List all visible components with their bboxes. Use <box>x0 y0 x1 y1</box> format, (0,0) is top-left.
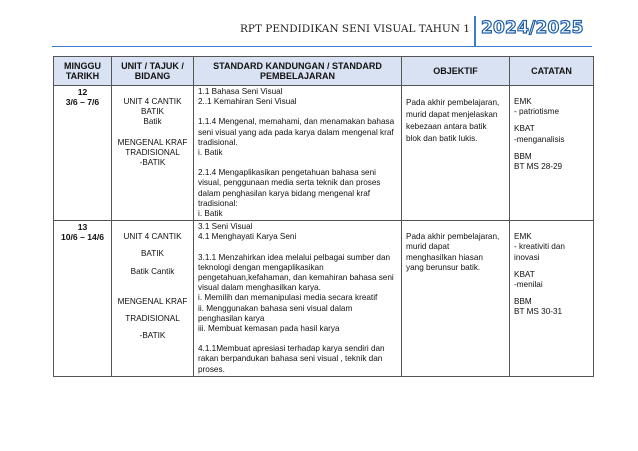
notes-cell <box>510 86 594 221</box>
unit-line: TRADISIONAL <box>125 314 180 324</box>
standard-line: proses. <box>198 364 225 374</box>
unit-line: MENGENAL KRAF <box>117 296 188 306</box>
objective-line: blok dan batik lukis. <box>406 134 478 143</box>
table-header-row <box>54 57 594 86</box>
objective-line: menghasilkan hiasan <box>406 252 483 262</box>
standard-line: teknologi dengan mengaplikasikan <box>198 262 324 272</box>
objective-line: Pada akhir pembelajaran, <box>406 232 500 242</box>
unit-line: UNIT 4 CANTIK <box>123 232 182 242</box>
header-text: STANDARD KANDUNGAN / STANDARD <box>213 61 382 71</box>
header-text: UNIT / TAJUK / <box>121 61 184 71</box>
standard-line: 2.1.4 Mengaplikasikan pengetahuan bahasa seni <box>198 168 376 178</box>
note-line: KBAT <box>514 269 535 279</box>
note-line: - kreativiti dan <box>514 242 565 252</box>
col-header-standard <box>194 57 402 86</box>
standard-line: ii. Menggunakan bahasa seni visual dalam <box>198 303 353 313</box>
lesson-plan-table <box>53 56 594 377</box>
objective-line: murid dapat menjelaskan <box>406 110 498 119</box>
unit-line: -BATIK <box>139 158 166 168</box>
note-line: BT MS 28-29 <box>514 162 563 172</box>
week-cell <box>54 221 112 377</box>
standard-line: 4.1.1Membuat apresiasi terhadap karya sendiri dan <box>198 344 385 354</box>
header-divider <box>474 16 476 46</box>
note-line: KBAT <box>514 124 535 134</box>
col-header-unit <box>112 57 194 86</box>
standard-line: pengetahuan,kefahaman, dan kemahiran bahasa seni <box>198 273 394 283</box>
standard-line: dalam penghasilan karya bidang mengenal kraf <box>198 188 371 198</box>
standard-line: 4.1 Menghayati Karya Seni <box>198 232 297 242</box>
standard-line: rakan berpandukan bahasa seni visual , teknik dan <box>198 354 383 364</box>
week-dates: 10/6 – 14/6 <box>60 232 104 243</box>
header-text: OBJEKTIF <box>433 66 478 76</box>
week-number: 13 <box>77 222 88 233</box>
standard-line: i. Batik <box>198 148 223 158</box>
standard-line: visual dalam menghasilkan karya. <box>198 283 321 293</box>
table-row <box>54 221 594 377</box>
col-header-objektif <box>402 57 510 86</box>
note-line: -menilai <box>514 280 543 290</box>
unit-line: MENGENAL KRAF <box>117 137 188 147</box>
week-cell <box>54 86 112 221</box>
note-line: EMK <box>514 232 532 242</box>
col-header-catatan <box>510 57 594 86</box>
unit-cell <box>112 86 194 221</box>
col-header-minggu <box>54 57 112 86</box>
header-text: PEMBELAJARAN <box>259 71 335 81</box>
unit-line: TRADISIONAL <box>125 147 180 157</box>
note-line: -menganalisis <box>514 134 565 144</box>
page-header <box>0 0 638 50</box>
header-rule <box>52 46 592 47</box>
note-line: EMK <box>514 97 532 106</box>
note-line: BT MS 30-31 <box>514 307 563 317</box>
unit-line: Batik <box>143 117 162 127</box>
header-text: TARIKH <box>65 71 100 81</box>
standard-line: i. Batik <box>198 209 223 219</box>
objective-cell <box>402 221 510 377</box>
unit-line: BATIK <box>140 107 165 117</box>
standard-line: tradisional: <box>198 198 238 208</box>
objective-line: Pada akhir pembelajaran, <box>406 98 500 107</box>
week-number: 12 <box>77 87 88 97</box>
standard-cell <box>194 86 402 221</box>
notes-cell <box>510 221 594 377</box>
header-text: MINGGU <box>64 61 101 71</box>
note-line: inovasi <box>514 252 540 262</box>
standard-line: 3.1.1 Menzahirkan idea melalui pelbagai sumber dan <box>198 252 391 262</box>
document-title: RPT PENDIDIKAN SENI VISUAL TAHUN 1 <box>240 23 470 35</box>
unit-line: BATIK <box>140 249 165 259</box>
standard-line: penghasilan karya <box>198 313 265 323</box>
unit-line: UNIT 4 CANTIK <box>123 97 182 106</box>
note-line: - patriotisme <box>514 107 560 117</box>
header-text: CATATAN <box>531 66 572 76</box>
standard-line: 1.1 Bahasa Seni Visual <box>198 87 283 96</box>
header-text: BIDANG <box>134 71 171 81</box>
standard-line: 1.1.4 Mengenal, memahami, dan menamakan bahasa <box>198 117 395 127</box>
unit-cell <box>112 221 194 377</box>
week-dates: 3/6 – 7/6 <box>65 97 100 108</box>
standard-line: i. Memilih dan memanipulasi media secara kreatif <box>198 293 378 303</box>
unit-line: -BATIK <box>139 331 166 341</box>
school-year: 2024/2025 <box>481 18 584 38</box>
unit-line: Batik Cantik <box>130 266 175 276</box>
table-row <box>54 86 594 221</box>
standard-line: visual, penggunaan media serta teknik dan proses <box>198 178 381 188</box>
objective-line: yang berunsur batik. <box>406 262 481 272</box>
objective-cell <box>402 86 510 221</box>
standard-line: seni visual yang ada pada karya dalam mengenal kraf <box>198 127 394 137</box>
objective-line: kebezaan antara batik <box>406 122 487 131</box>
objective-line: murid dapat <box>406 242 450 252</box>
standard-cell <box>194 221 402 377</box>
standard-line: 2..1 Kemahiran Seni Visual <box>198 97 297 107</box>
note-line: BBM <box>514 297 532 307</box>
standard-line: tradisional. <box>198 137 238 147</box>
note-line: BBM <box>514 151 532 161</box>
standard-line: iii. Membuat kemasan pada hasil karya <box>198 324 340 334</box>
standard-line: 3.1 Seni Visual <box>198 222 253 232</box>
